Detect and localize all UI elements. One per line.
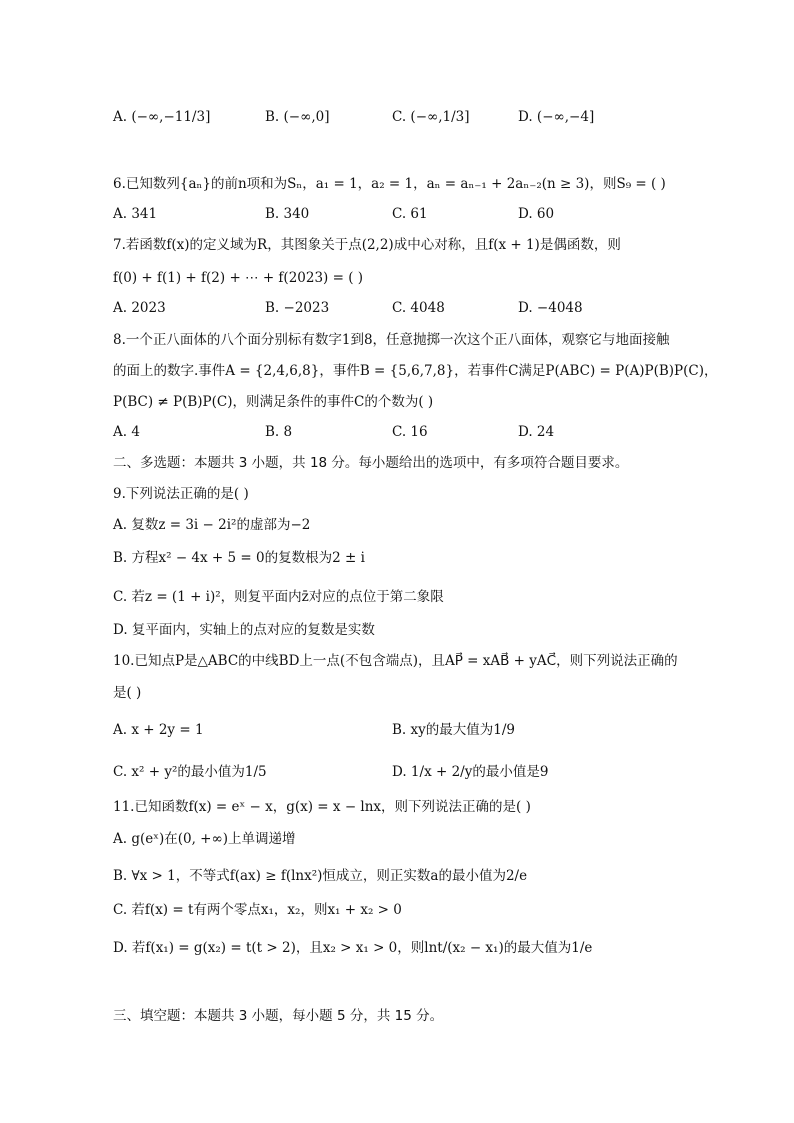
q7-option-c[interactable]: C. 4048 [392,300,445,316]
q9-option-c[interactable]: C. 若z = (1 + i)²，则复平面内z̄对应的点位于第二象限 [113,589,444,605]
q10-stem-line2: 是( ) [113,685,142,701]
q10-option-d[interactable]: D. 1/x + 2/y的最小值是9 [392,764,549,780]
section-3-header: 三、填空题：本题共 3 小题，每小题 5 分，共 15 分。 [113,1008,444,1024]
q9-option-b[interactable]: B. 方程x² − 4x + 5 = 0的复数根为2 ± i [113,550,365,566]
q8-option-a[interactable]: A. 4 [113,424,140,440]
section-2-header: 二、多选题：本题共 3 小题，共 18 分。每小题给出的选项中，有多项符合题目要求。 [113,455,629,471]
q9-option-a[interactable]: A. 复数z = 3i − 2i²的虚部为−2 [113,517,311,533]
q5-option-d[interactable]: D. (−∞,−4] [518,109,595,125]
q8-stem-line1: 8.一个正八面体的八个面分别标有数字1到8，任意抛掷一次这个正八面体，观察它与地面接触 [113,332,670,348]
q7-stem-line1: 7.若函数f(x)的定义域为R，其图象关于点(2,2)成中心对称，且f(x + 1)是偶函数，则 [113,237,621,253]
q5-option-b[interactable]: B. (−∞,0] [265,109,330,125]
q8-option-b[interactable]: B. 8 [265,424,293,440]
q11-option-b[interactable]: B. ∀x > 1，不等式f(ax) ≥ f(lnx²)恒成立，则正实数a的最小值为2/e [113,868,528,884]
q5-option-c[interactable]: C. (−∞,1/3] [392,109,470,125]
q11-option-a[interactable]: A. g(eˣ)在(0, +∞)上单调递增 [113,831,296,847]
q8-option-c[interactable]: C. 16 [392,424,428,440]
q10-stem-line1: 10.已知点P是△ABC的中线BD上一点(不包含端点)，且AP⃗ = xAB⃗ + yAC⃗，则下列说法正确的 [113,653,678,669]
q10-option-b[interactable]: B. xy的最大值为1/9 [392,722,515,738]
q8-option-d[interactable]: D. 24 [518,424,555,440]
q7-option-d[interactable]: D. −4048 [518,300,583,316]
q11-stem: 11.已知函数f(x) = eˣ − x，g(x) = x − lnx，则下列说法正确的是( ) [113,799,531,815]
q9-option-d[interactable]: D. 复平面内，实轴上的点对应的复数是实数 [113,622,375,638]
q6-stem: 6.已知数列{aₙ}的前n项和为Sₙ，a₁ = 1，a₂ = 1，aₙ = aₙ₋₁ + 2aₙ₋₂(n ≥ 3)，则S₉ = ( ) [113,176,666,192]
q11-option-c[interactable]: C. 若f(x) = t有两个零点x₁，x₂，则x₁ + x₂ > 0 [113,902,402,918]
q8-stem-line3: P(BC) ≠ P(B)P(C)，则满足条件的事件C的个数为( ) [113,394,434,410]
q8-stem-line2: 的面上的数字.事件A = {2,4,6,8}，事件B = {5,6,7,8}，若事件C满足P(ABC) = P(A)P(B)P(C)， [113,363,718,379]
q7-option-b[interactable]: B. −2023 [265,300,330,316]
q7-option-a[interactable]: A. 2023 [113,300,166,316]
q9-stem: 9.下列说法正确的是( ) [113,486,249,502]
q6-option-b[interactable]: B. 340 [265,206,310,222]
q6-option-a[interactable]: A. 341 [113,206,158,222]
q10-option-c[interactable]: C. x² + y²的最小值为1/5 [113,764,267,780]
q11-option-d[interactable]: D. 若f(x₁) = g(x₂) = t(t > 2)，且x₂ > x₁ > 0，则lnt/(x₂ − x₁)的最大值为1/e [113,940,593,956]
q6-option-d[interactable]: D. 60 [518,206,555,222]
q6-option-c[interactable]: C. 61 [392,206,428,222]
q5-option-a[interactable]: A. (−∞,−11/3] [113,109,211,125]
q10-option-a[interactable]: A. x + 2y = 1 [113,722,204,738]
q7-stem-line2: f(0) + f(1) + f(2) + ⋯ + f(2023) = ( ) [113,270,364,286]
